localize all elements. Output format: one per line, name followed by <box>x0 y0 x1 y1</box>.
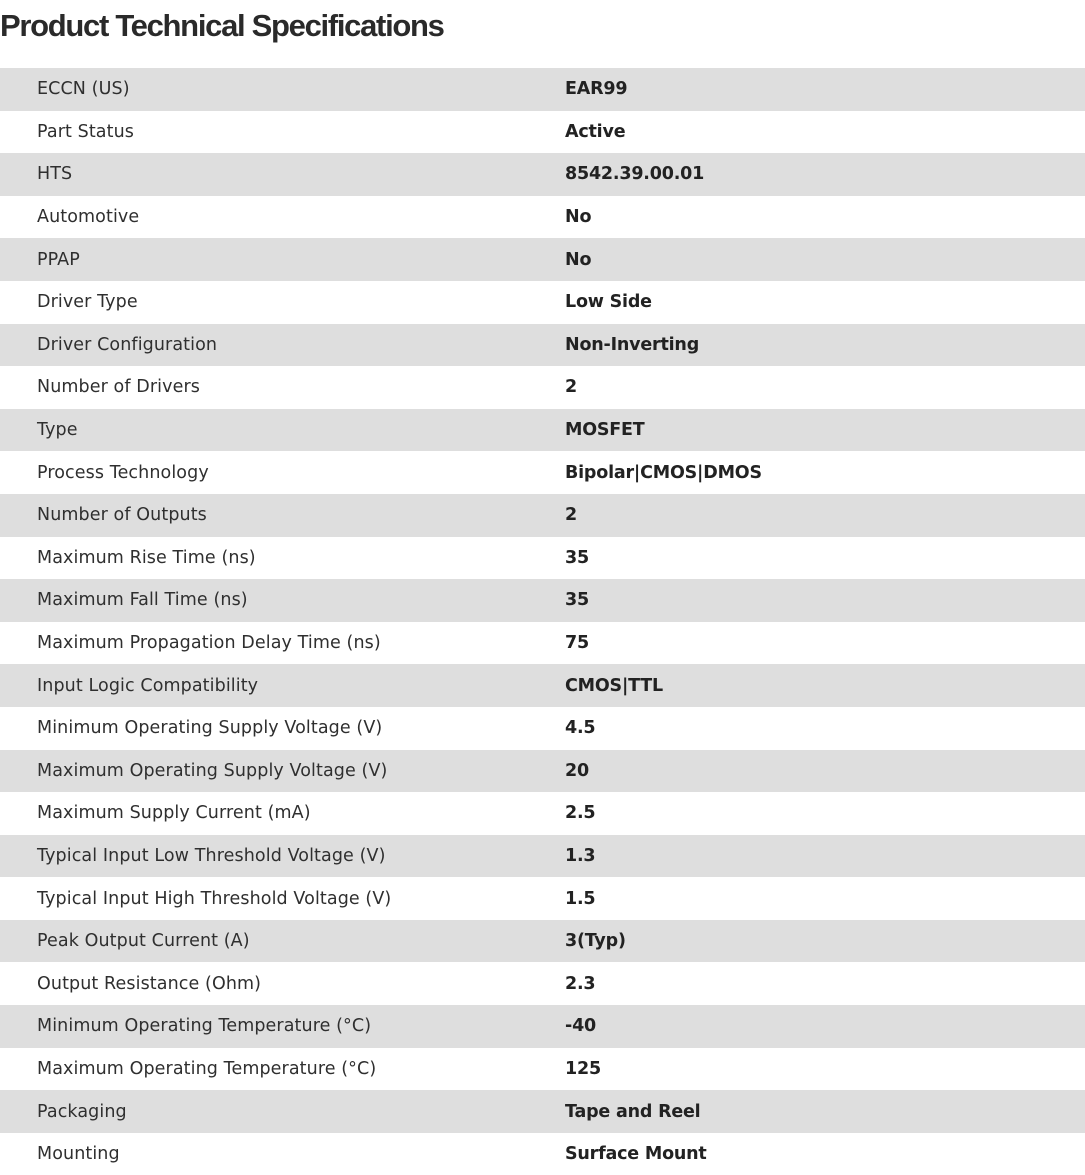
spec-row <box>0 1005 1085 1048</box>
spec-label: PPAP <box>0 238 565 281</box>
spec-label: Maximum Operating Supply Voltage (V) <box>0 750 565 793</box>
spec-value: EAR99 <box>565 68 1085 111</box>
spec-label: Peak Output Current (A) <box>0 920 565 963</box>
spec-row <box>0 664 1085 707</box>
spec-value: Active <box>565 111 1085 154</box>
spec-value: 35 <box>565 579 1085 622</box>
spec-value: Surface Mount <box>565 1133 1085 1175</box>
spec-label: Typical Input High Threshold Voltage (V) <box>0 877 565 920</box>
spec-label: Maximum Supply Current (mA) <box>0 792 565 835</box>
spec-label: Maximum Fall Time (ns) <box>0 579 565 622</box>
spec-value: 125 <box>565 1048 1085 1091</box>
spec-value: 4.5 <box>565 707 1085 750</box>
spec-label: Maximum Propagation Delay Time (ns) <box>0 622 565 665</box>
spec-row <box>0 366 1085 409</box>
spec-row <box>0 622 1085 665</box>
spec-row <box>0 324 1085 367</box>
spec-value: 75 <box>565 622 1085 665</box>
spec-label: Number of Outputs <box>0 494 565 537</box>
spec-value: 2 <box>565 366 1085 409</box>
spec-label: Automotive <box>0 196 565 239</box>
spec-row <box>0 111 1085 154</box>
spec-value: 1.5 <box>565 877 1085 920</box>
spec-row <box>0 451 1085 494</box>
spec-value: 2.5 <box>565 792 1085 835</box>
spec-value: 35 <box>565 537 1085 580</box>
spec-row <box>0 1048 1085 1091</box>
spec-value: No <box>565 238 1085 281</box>
spec-row <box>0 835 1085 878</box>
spec-row <box>0 409 1085 452</box>
spec-row <box>0 68 1085 111</box>
spec-row <box>0 281 1085 324</box>
spec-value: Low Side <box>565 281 1085 324</box>
spec-row <box>0 238 1085 281</box>
spec-label: Output Resistance (Ohm) <box>0 962 565 1005</box>
spec-row <box>0 750 1085 793</box>
spec-row <box>0 792 1085 835</box>
spec-value: 1.3 <box>565 835 1085 878</box>
spec-row <box>0 494 1085 537</box>
spec-label: Number of Drivers <box>0 366 565 409</box>
spec-row <box>0 153 1085 196</box>
spec-label: Input Logic Compatibility <box>0 664 565 707</box>
spec-row <box>0 1090 1085 1133</box>
spec-label: Driver Configuration <box>0 324 565 367</box>
spec-value: Non-Inverting <box>565 324 1085 367</box>
spec-label: Process Technology <box>0 451 565 494</box>
spec-label: Mounting <box>0 1133 565 1175</box>
spec-value: No <box>565 196 1085 239</box>
spec-row <box>0 1133 1085 1175</box>
spec-value: -40 <box>565 1005 1085 1048</box>
spec-value: Tape and Reel <box>565 1090 1085 1133</box>
spec-value: MOSFET <box>565 409 1085 452</box>
spec-value: CMOS|TTL <box>565 664 1085 707</box>
spec-value: Bipolar|CMOS|DMOS <box>565 451 1085 494</box>
spec-label: Driver Type <box>0 281 565 324</box>
spec-label: Minimum Operating Temperature (°C) <box>0 1005 565 1048</box>
spec-row <box>0 537 1085 580</box>
spec-row <box>0 920 1085 963</box>
spec-table <box>0 68 1085 1175</box>
spec-row <box>0 579 1085 622</box>
spec-row <box>0 196 1085 239</box>
spec-label: Minimum Operating Supply Voltage (V) <box>0 707 565 750</box>
spec-value: 20 <box>565 750 1085 793</box>
spec-label: Maximum Operating Temperature (°C) <box>0 1048 565 1091</box>
spec-value: 2.3 <box>565 962 1085 1005</box>
spec-row <box>0 707 1085 750</box>
spec-row <box>0 877 1085 920</box>
spec-row <box>0 962 1085 1005</box>
spec-label: Maximum Rise Time (ns) <box>0 537 565 580</box>
spec-label: Typical Input Low Threshold Voltage (V) <box>0 835 565 878</box>
spec-label: Part Status <box>0 111 565 154</box>
spec-label: Type <box>0 409 565 452</box>
page-title: Product Technical Specifications <box>0 8 444 43</box>
spec-value: 8542.39.00.01 <box>565 153 1085 196</box>
spec-label: HTS <box>0 153 565 196</box>
spec-value: 2 <box>565 494 1085 537</box>
spec-value: 3(Typ) <box>565 920 1085 963</box>
spec-label: Packaging <box>0 1090 565 1133</box>
spec-label: ECCN (US) <box>0 68 565 111</box>
spec-table-body <box>0 68 1085 1175</box>
